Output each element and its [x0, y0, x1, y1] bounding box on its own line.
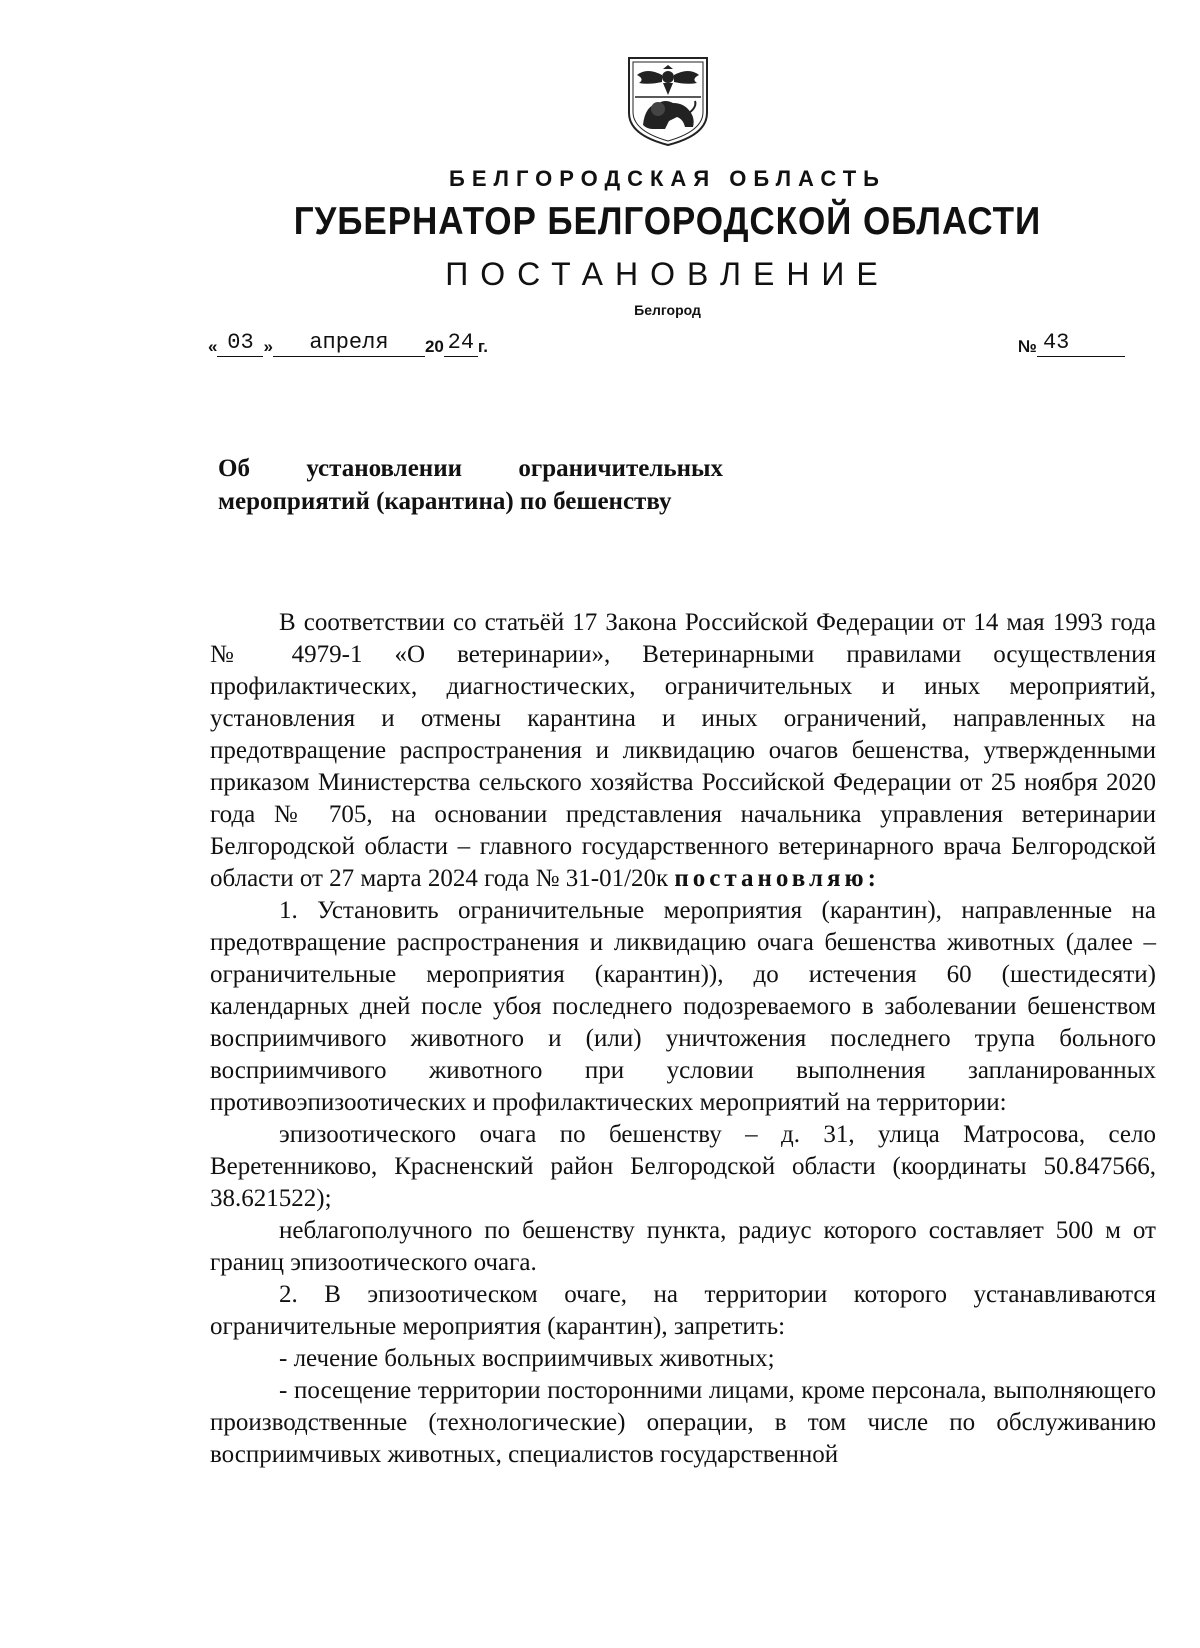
date-close-quote: »	[263, 337, 273, 356]
date-year-prefix: 20	[424, 337, 444, 356]
paragraph-1-focus: эпизоотического очага по бешенству – д. 31, улица Матросова, село Веретенниково, Красненский район Белгородской области (координаты 50.847566, 38.621522);	[210, 1121, 1156, 1212]
coat-of-arms-icon	[625, 55, 711, 147]
preamble-text: В соответствии со статьёй 17 Закона Российской Федерации от 14 мая 1993 года № 4979-1 «О ветеринарии», Ветеринарными правилами осуществления профилактических, диагностических, ограничительных и иных мероприятий, установления и отмены карантина и иных ограничений, направленных на предотвращение распространения и ликвидацию очагов бешенства, утвержденными приказом Министерства сельского хозяйства Российской Федерации от 25 ноября 2020 года № 705, на основании представления начальника управления ветеринарии Белгородской области – главного государственного ветеринарного врача Белгородской области от 27 марта 2024 года № 31-01/20к	[210, 609, 1156, 892]
city-name: Белгород	[634, 302, 701, 318]
subject-line-1: Об установлении ограничительных	[218, 455, 723, 482]
paragraph-1-point: неблагополучного по бешенству пункта, радиус которого составляет 500 м от границ эпизоотического очага.	[210, 1217, 1156, 1276]
preamble-paragraph	[210, 607, 1156, 895]
paragraph-1: 1. Установить ограничительные мероприятия (карантин), направленные на предотвращение распространения и ликвидацию очага бешенства животных (далее – ограничительные мероприятия (карантин)), до истечения 60 (шестидесяти) календарных дней после убоя последнего подозреваемого в заболевании бешенством восприимчивого животного и (или) уничтожения последнего трупа больного восприимчивого животного при условии выполнения запланированных противоэпизоотических и профилактических мероприятий на территории:	[210, 897, 1156, 1116]
subject-line-2: мероприятий (карантина) по бешенству	[218, 488, 672, 515]
document-body	[210, 607, 1156, 1471]
issuing-authority: ГУБЕРНАТОР БЕЛГОРОДСКОЙ ОБЛАСТИ	[293, 200, 1042, 243]
paragraph-2-item-2: - посещение территории посторонними лицами, кроме персонала, выполняющего производственные (технологические) операции, в том числе по обслуживанию восприимчивых животных, специалистов государственной	[210, 1377, 1156, 1468]
date-month: апреля	[273, 330, 425, 357]
date-open-quote: «	[208, 337, 218, 356]
paragraph-2: 2. В эпизоотическом очаге, на территории которого устанавливаются ограничительные мероприятия (карантин), запретить:	[210, 1281, 1156, 1340]
document-number	[1018, 330, 1125, 362]
number-label: №	[1018, 337, 1037, 356]
document-date	[208, 330, 488, 362]
number-value: 43	[1037, 330, 1125, 357]
region-name: БЕЛГОРОДСКАЯ ОБЛАСТЬ	[449, 166, 886, 191]
document-subject	[218, 452, 723, 518]
date-year-abbr: г.	[477, 337, 488, 356]
date-day: 03	[217, 330, 263, 357]
paragraph-2-item-1: - лечение больных восприимчивых животных;	[279, 1345, 775, 1372]
resolve-word: постановляю:	[674, 865, 880, 892]
document-type: ПОСТАНОВЛЕНИЕ	[445, 256, 890, 292]
date-year-suffix: 24	[444, 330, 478, 357]
